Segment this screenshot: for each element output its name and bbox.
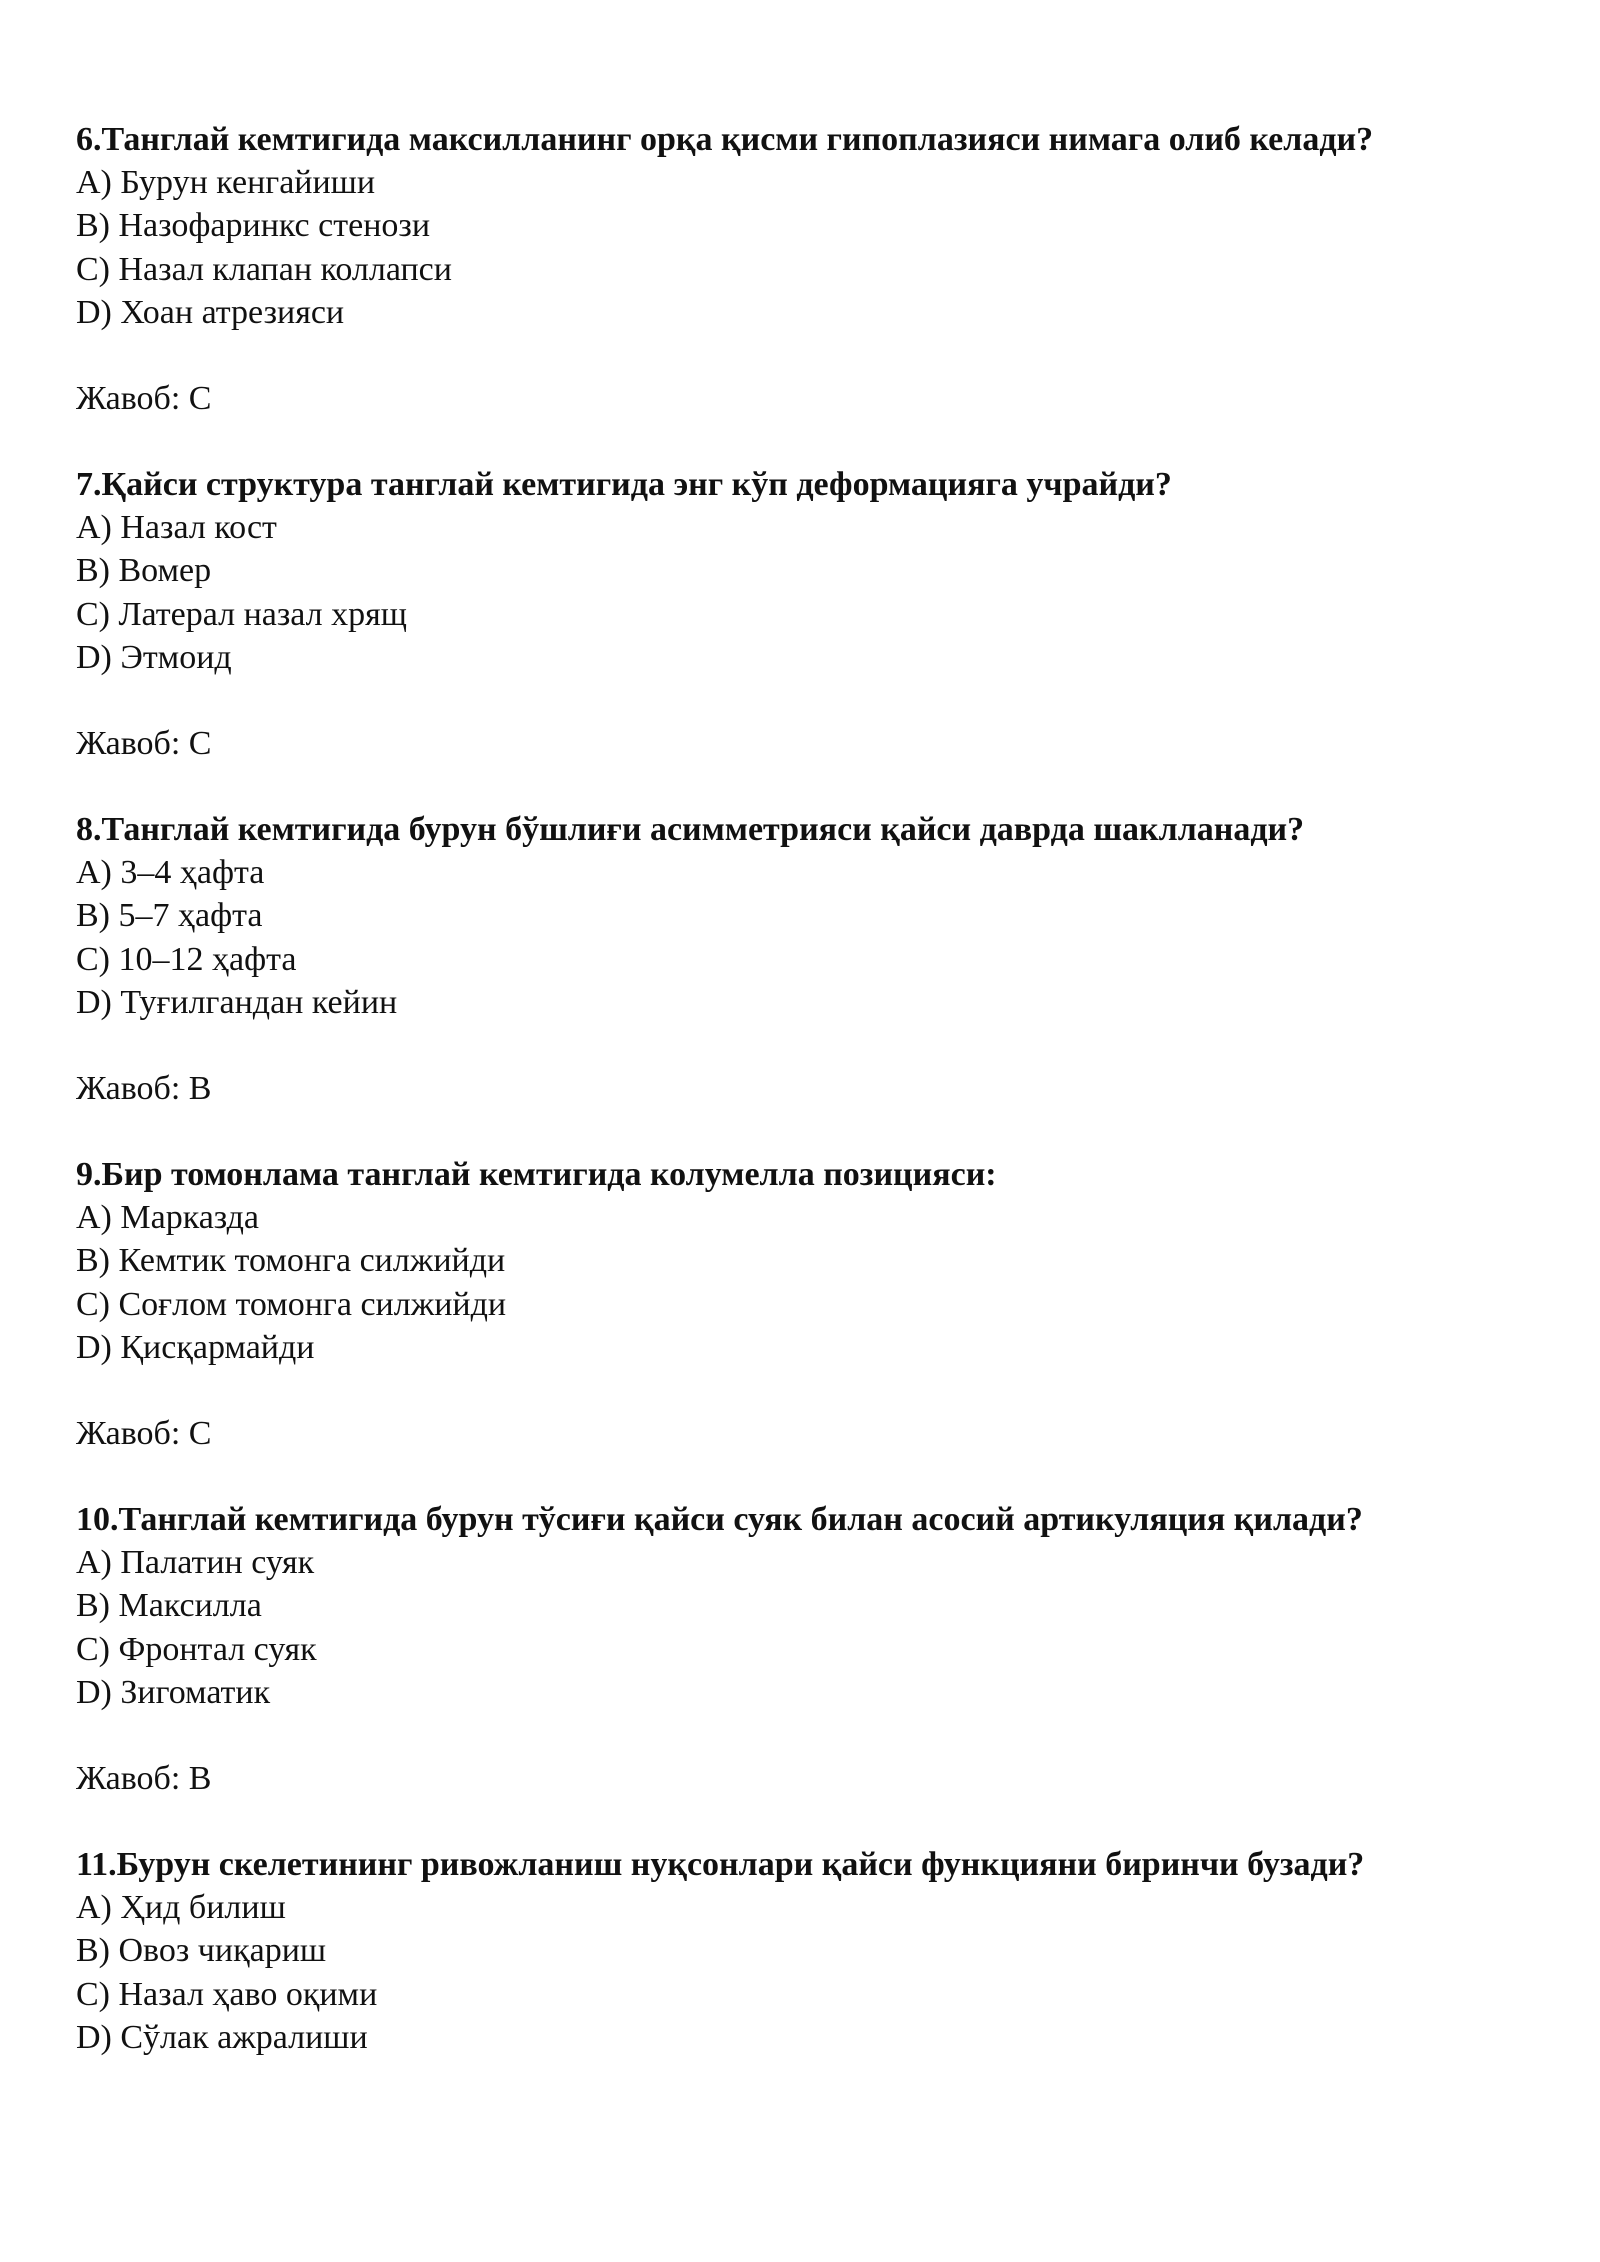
question-title: 8.Танглай кемтигида бурун бўшлиғи асимметрияси қайси даврда шаклланади? (76, 811, 1305, 848)
option-a: A) 3–4 ҳафта (76, 854, 265, 892)
option-b: B) 5–7 ҳафта (76, 897, 263, 935)
answer-line: Жавоб: B (76, 1760, 212, 1798)
option-list (76, 506, 1486, 679)
option-b: B) Вомер (76, 552, 212, 590)
option-c: C) 10–12 ҳафта (76, 940, 297, 978)
option-a: A) Марказда (76, 1199, 259, 1237)
option-a: A) Палатин суяк (76, 1544, 315, 1582)
option-a: A) Бурун кенгайиши (76, 164, 376, 202)
document-page (76, 118, 1486, 2102)
option-b: B) Овоз чиқариш (76, 1932, 327, 1970)
option-b: B) Максилла (76, 1587, 262, 1625)
option-c: C) Назал клапан коллапси (76, 250, 452, 288)
question-6 (76, 118, 1486, 420)
question-title: 10.Танглай кемтигида бурун тўсиғи қайси суяк билан асосий артикуляция қилади? (76, 1501, 1363, 1538)
question-11 (76, 1843, 1486, 2059)
option-c: C) Фронтал суяк (76, 1630, 317, 1668)
option-d: D) Туғилгандан кейин (76, 983, 398, 1021)
answer-line: Жавоб: C (76, 1415, 212, 1453)
option-a: A) Назал кост (76, 509, 277, 547)
question-title: 9.Бир томонлама танглай кемтигида колумелла позицияси: (76, 1156, 997, 1193)
question-title: 7.Қайси структура танглай кемтигида энг кўп деформацияга учрайди? (76, 466, 1172, 503)
question-7 (76, 463, 1486, 765)
option-b: B) Кемтик томонга силжийди (76, 1242, 506, 1280)
option-c: C) Назал ҳаво оқими (76, 1975, 378, 2013)
question-title: 11.Бурун скелетининг ривожланиш нуқсонлари қайси функцияни биринчи бузади? (76, 1846, 1365, 1883)
option-d: D) Этмоид (76, 638, 232, 676)
question-10 (76, 1498, 1486, 1800)
option-list (76, 851, 1486, 1024)
option-d: D) Зигоматик (76, 1673, 271, 1711)
answer-line: Жавоб: C (76, 725, 212, 763)
question-title: 6.Танглай кемтигида максилланинг орқа қисми гипоплазияси нимага олиб келади? (76, 121, 1374, 158)
option-list (76, 1541, 1486, 1714)
option-c: C) Соғлом томонга силжийди (76, 1285, 507, 1323)
option-list (76, 1196, 1486, 1369)
option-d: D) Хоан атрезияси (76, 293, 345, 331)
answer-line: Жавоб: B (76, 1070, 212, 1108)
question-8 (76, 808, 1486, 1110)
option-a: A) Ҳид билиш (76, 1889, 286, 1927)
option-b: B) Назофаринкс стенози (76, 207, 431, 245)
option-list (76, 161, 1486, 334)
option-c: C) Латерал назал хрящ (76, 595, 407, 633)
option-list (76, 1886, 1486, 2059)
option-d: D) Қисқармайди (76, 1328, 315, 1366)
option-d: D) Сўлак ажралиши (76, 2018, 368, 2056)
question-9 (76, 1153, 1486, 1455)
answer-line: Жавоб: C (76, 380, 212, 418)
